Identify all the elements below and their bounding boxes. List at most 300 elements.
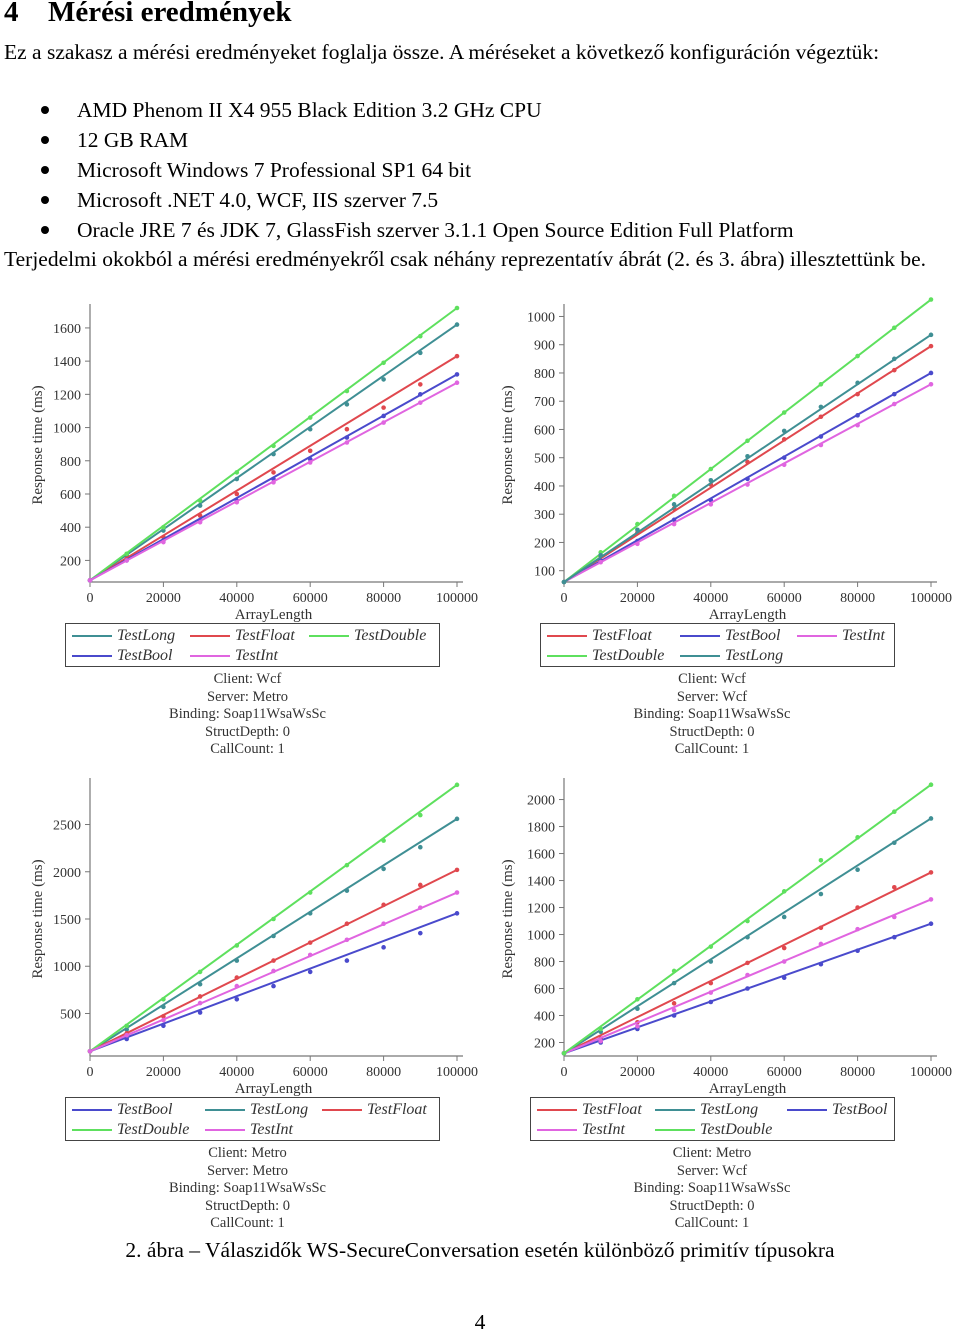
data-point-testlong (745, 935, 750, 940)
data-point-testint (929, 897, 934, 902)
x-tick-label: 20000 (619, 591, 655, 606)
legend-label: TestDouble (354, 627, 427, 644)
legend-swatch (205, 1129, 245, 1131)
data-point-testfloat (345, 427, 350, 432)
y-tick-label: 300 (534, 508, 555, 524)
figure-caption: 2. ábra – Válaszidők WS-SecureConversation esetén különböző primitív típusokra (125, 1238, 835, 1262)
data-point-testdouble (271, 444, 276, 449)
data-point-testint (855, 423, 860, 428)
chart-wcf-metro (0, 300, 480, 770)
data-point-testbool (381, 414, 386, 419)
x-tick-label: 20000 (619, 1065, 655, 1080)
data-point-testfloat (308, 449, 313, 454)
data-point-testlong (381, 377, 386, 382)
data-point-testdouble (455, 306, 460, 311)
data-point-testint (88, 1049, 93, 1054)
y-tick-label: 1400 (527, 874, 555, 890)
data-point-testint (819, 443, 824, 448)
y-tick-label: 600 (534, 423, 555, 439)
data-point-testfloat (308, 940, 313, 945)
data-point-testdouble (235, 470, 240, 475)
data-point-testbool (929, 371, 934, 376)
y-tick-label: 2500 (53, 818, 81, 834)
data-point-testint (709, 990, 714, 995)
data-point-testint (929, 382, 934, 387)
legend-swatch (547, 635, 587, 637)
data-point-testdouble (855, 354, 860, 359)
y-tick-label: 1000 (527, 928, 555, 944)
chart-config-info (622, 1145, 802, 1233)
data-point-testdouble (161, 997, 166, 1002)
data-point-testfloat (782, 946, 787, 951)
data-point-testlong (929, 816, 934, 821)
data-point-testdouble (672, 969, 677, 974)
legend-item-testfloat (190, 626, 295, 646)
config-info-line: CallCount: 1 (674, 741, 750, 757)
data-point-testlong (709, 478, 714, 483)
legend-label: TestInt (582, 1121, 625, 1138)
legend-label: TestDouble (700, 1121, 773, 1138)
data-point-testlong (635, 527, 640, 532)
data-point-testdouble (418, 813, 423, 818)
y-tick-label: 1200 (53, 388, 81, 404)
legend-item-testlong (205, 1100, 308, 1120)
data-point-testint (672, 1008, 677, 1013)
data-point-testlong (855, 381, 860, 386)
y-tick-label: 1400 (53, 355, 81, 371)
data-point-testbool (345, 958, 350, 963)
legend-label: TestInt (235, 647, 278, 664)
data-point-testint (381, 420, 386, 425)
x-tick-label: 100000 (436, 1065, 478, 1080)
y-tick-label: 800 (534, 955, 555, 971)
data-point-testlong (745, 454, 750, 459)
data-point-testfloat (782, 437, 787, 442)
data-point-testint (418, 400, 423, 405)
legend-item-testint (205, 1120, 293, 1140)
data-point-testbool (235, 997, 240, 1002)
data-point-testint (198, 520, 203, 525)
data-point-testdouble (745, 438, 750, 443)
data-point-testdouble (745, 919, 750, 924)
x-tick-label: 80000 (840, 1065, 876, 1080)
data-point-testbool (892, 392, 897, 397)
data-point-testbool (308, 970, 313, 975)
y-tick-label: 800 (60, 454, 81, 470)
y-tick-label: 1500 (53, 913, 81, 928)
data-point-testlong (672, 502, 677, 507)
data-point-testfloat (235, 975, 240, 980)
data-point-testlong (709, 959, 714, 964)
data-point-testdouble (562, 1051, 567, 1056)
config-item: Microsoft Windows 7 Professional SP1 64 bit (0, 155, 794, 185)
legend-item-testint (797, 626, 885, 646)
legend-swatch (547, 655, 587, 657)
data-point-testlong (598, 553, 603, 558)
legend-label: TestBool (117, 1101, 173, 1118)
y-tick-label: 400 (534, 1009, 555, 1025)
y-tick-label: 600 (60, 487, 81, 503)
legend-item-testint (537, 1120, 625, 1140)
data-point-testint (235, 500, 240, 505)
data-point-testbool (929, 921, 934, 926)
legend-swatch (72, 635, 112, 637)
legend-label: TestLong (117, 627, 176, 644)
config-info-line: CallCount: 1 (210, 741, 285, 757)
data-point-testlong (819, 892, 824, 897)
y-tick-label: 1600 (527, 847, 555, 863)
legend-swatch (680, 655, 720, 657)
legend-item-testfloat (537, 1100, 642, 1120)
legend-item-testdouble (72, 1120, 189, 1140)
legend-label: TestFloat (592, 627, 652, 644)
data-point-testint (381, 921, 386, 926)
bullet-icon (41, 226, 49, 234)
data-point-testlong (381, 867, 386, 872)
data-point-testlong (635, 1006, 640, 1011)
legend-swatch (190, 635, 230, 637)
legend-label: TestFloat (582, 1101, 642, 1118)
x-tick-label: 60000 (766, 591, 802, 606)
chart-legend (65, 623, 440, 667)
data-point-testlong (455, 817, 460, 822)
x-axis-label: ArrayLength (234, 1081, 313, 1097)
x-tick-label: 0 (560, 1065, 568, 1080)
data-point-testint (161, 1018, 166, 1023)
config-info-line: Client: Wcf (678, 671, 746, 687)
chart-config-info (160, 1145, 335, 1233)
config-info-line: CallCount: 1 (210, 1215, 285, 1231)
x-tick-label: 80000 (366, 591, 402, 606)
series-line-testfloat (90, 356, 457, 580)
config-info-line: Server: Wcf (676, 688, 748, 705)
data-point-testlong (672, 981, 677, 986)
data-point-testlong (345, 402, 350, 407)
data-point-testint (124, 558, 129, 563)
data-point-testint (782, 959, 787, 964)
data-point-testbool (198, 1010, 203, 1015)
x-tick-label: 60000 (292, 1065, 328, 1080)
x-axis-label: ArrayLength (234, 607, 313, 623)
legend-item-testint (190, 646, 278, 666)
legend-label: TestInt (250, 1121, 293, 1138)
data-point-testint (782, 462, 787, 467)
data-point-testfloat (198, 994, 203, 999)
data-point-testbool (709, 1000, 714, 1005)
chart-metro-wcf (474, 774, 954, 1244)
x-tick-label: 40000 (693, 1065, 729, 1080)
legend-label: TestBool (725, 627, 781, 644)
y-tick-label: 1000 (53, 421, 81, 437)
legend-swatch (537, 1129, 577, 1131)
data-point-testint (308, 460, 313, 465)
data-point-testdouble (598, 1027, 603, 1032)
data-point-testdouble (782, 410, 787, 415)
data-point-testlong (418, 845, 423, 850)
x-tick-label: 60000 (766, 1065, 802, 1080)
data-point-testint (635, 1024, 640, 1029)
data-point-testfloat (819, 414, 824, 419)
y-tick-label: 200 (60, 554, 81, 570)
data-point-testdouble (345, 863, 350, 868)
config-info-line: Server: Metro (207, 1162, 288, 1179)
data-point-testdouble (124, 1023, 129, 1028)
data-point-testbool (271, 984, 276, 989)
data-point-testlong (271, 934, 276, 939)
data-point-testint (455, 890, 460, 895)
data-point-testdouble (198, 970, 203, 975)
data-point-testfloat (929, 344, 934, 349)
bullet-icon (41, 106, 49, 114)
data-point-testdouble (709, 944, 714, 949)
data-point-testint (455, 380, 460, 385)
legend-swatch (322, 1109, 362, 1111)
data-point-testlong (161, 1005, 166, 1010)
legend-swatch (537, 1109, 577, 1111)
data-point-testfloat (892, 368, 897, 373)
data-point-testint (819, 942, 824, 947)
data-point-testdouble (709, 467, 714, 472)
data-point-testbool (455, 911, 460, 916)
data-point-testdouble (892, 325, 897, 330)
x-tick-label: 80000 (366, 1065, 402, 1080)
data-point-testint (88, 578, 93, 583)
config-info-line: Client: Metro (672, 1145, 752, 1161)
chart-legend (65, 1097, 440, 1141)
data-point-testint (892, 915, 897, 920)
legend-label: TestBool (117, 647, 173, 664)
config-info-line: Server: Wcf (676, 1162, 748, 1179)
data-point-testint (418, 905, 423, 910)
legend-item-testbool (787, 1100, 887, 1120)
data-point-testdouble (819, 382, 824, 387)
x-tick-label: 20000 (145, 1065, 181, 1080)
data-point-testbool (455, 372, 460, 377)
data-point-testbool (745, 477, 750, 482)
config-info-line: Server: Metro (207, 688, 288, 705)
y-tick-label: 800 (534, 366, 555, 382)
data-point-testdouble (124, 551, 129, 556)
legend-label: TestDouble (592, 647, 665, 664)
legend-swatch (205, 1109, 245, 1111)
legend-item-testbool (680, 626, 780, 646)
data-point-testfloat (345, 921, 350, 926)
data-point-testint (709, 502, 714, 507)
data-point-testfloat (271, 958, 276, 963)
data-point-testdouble (855, 835, 860, 840)
chart-metro-metro (0, 774, 480, 1244)
data-point-testlong (418, 351, 423, 356)
config-item: Microsoft .NET 4.0, WCF, IIS szerver 7.5 (0, 185, 794, 215)
config-item: 12 GB RAM (0, 125, 794, 155)
data-point-testlong (235, 477, 240, 482)
x-tick-label: 60000 (292, 591, 328, 606)
data-point-testbool (745, 986, 750, 991)
data-point-testfloat (855, 905, 860, 910)
x-tick-label: 100000 (910, 591, 952, 606)
config-item: AMD Phenom II X4 955 Black Edition 3.2 GHz CPU (0, 95, 794, 125)
legend-item-testlong (72, 626, 175, 646)
data-point-testlong (345, 888, 350, 893)
data-point-testfloat (855, 392, 860, 397)
y-tick-label: 700 (534, 395, 555, 411)
data-point-testdouble (271, 917, 276, 922)
legend-item-testlong (655, 1100, 758, 1120)
x-tick-label: 0 (560, 591, 568, 606)
x-tick-label: 0 (86, 1065, 94, 1080)
chart-wcf-wcf (474, 300, 954, 770)
y-tick-label: 400 (60, 521, 81, 537)
legend-swatch (190, 655, 230, 657)
data-point-testdouble (929, 782, 934, 787)
data-point-testdouble (672, 494, 677, 499)
data-point-testfloat (418, 382, 423, 387)
chart-legend (530, 1097, 895, 1141)
legend-label: TestBool (832, 1101, 888, 1118)
data-point-testfloat (892, 885, 897, 890)
x-tick-label: 100000 (436, 591, 478, 606)
data-point-testfloat (381, 903, 386, 908)
legend-item-testbool (72, 646, 172, 666)
data-point-testint (745, 482, 750, 487)
data-point-testfloat (455, 868, 460, 873)
y-tick-label: 500 (534, 451, 555, 467)
intro-paragraph: Ez a szakasz a mérési eredményeket foglalja össze. A méréseket a következő konfiguráción végeztük: (4, 40, 880, 64)
data-point-testlong (235, 958, 240, 963)
legend-label: TestLong (725, 647, 784, 664)
chart-legend (540, 623, 895, 667)
data-point-testint (892, 402, 897, 407)
y-tick-label: 1800 (527, 820, 555, 836)
data-point-testint (198, 1001, 203, 1006)
data-point-testfloat (455, 354, 460, 359)
config-info-line: Binding: Soap11WsaWsSc (169, 706, 326, 722)
chart-config-info (622, 671, 802, 759)
data-point-testint (598, 560, 603, 565)
y-tick-label: 200 (534, 536, 555, 552)
config-info-line: StructDepth: 0 (669, 1197, 755, 1214)
legend-swatch (72, 1129, 112, 1131)
data-point-testdouble (345, 389, 350, 394)
data-point-testint (235, 984, 240, 989)
legend-swatch (655, 1109, 695, 1111)
data-point-testlong (562, 580, 567, 585)
chart-config-info (160, 671, 335, 759)
config-info-line: CallCount: 1 (674, 1215, 750, 1231)
data-point-testdouble (782, 889, 787, 894)
data-point-testdouble (819, 858, 824, 863)
section-title: Mérési eredmények (48, 0, 292, 28)
data-point-testlong (308, 911, 313, 916)
data-point-testint (271, 480, 276, 485)
data-point-testlong (198, 503, 203, 508)
legend-swatch (72, 655, 112, 657)
bullet-icon (41, 166, 49, 174)
data-point-testint (635, 542, 640, 547)
y-axis-label: Response time (ms) (500, 859, 516, 979)
data-point-testbool (855, 948, 860, 953)
legend-label: TestInt (842, 627, 885, 644)
data-point-testfloat (381, 405, 386, 410)
legend-swatch (655, 1129, 695, 1131)
data-point-testfloat (819, 925, 824, 930)
legend-swatch (787, 1109, 827, 1111)
data-point-testlong (782, 429, 787, 434)
y-tick-label: 2000 (53, 865, 81, 881)
data-point-testlong (308, 427, 313, 432)
x-axis-label: ArrayLength (708, 607, 787, 623)
config-info-line: StructDepth: 0 (205, 723, 290, 740)
config-info-line: Client: Metro (208, 1145, 287, 1161)
data-point-testint (345, 937, 350, 942)
y-tick-label: 400 (534, 479, 555, 495)
bullet-icon (41, 196, 49, 204)
bullet-icon (41, 136, 49, 144)
data-point-testlong (819, 405, 824, 410)
legend-label: TestFloat (235, 627, 295, 644)
data-point-testbool (855, 413, 860, 418)
x-tick-label: 0 (86, 591, 94, 606)
config-info-line: StructDepth: 0 (205, 1197, 290, 1214)
y-tick-label: 500 (60, 1007, 81, 1023)
legend-item-testdouble (547, 646, 664, 666)
data-point-testlong (198, 982, 203, 987)
legend-swatch (309, 635, 349, 637)
y-axis-label: Response time (ms) (30, 385, 46, 505)
data-point-testdouble (635, 997, 640, 1002)
x-tick-label: 40000 (219, 1065, 255, 1080)
y-tick-label: 1000 (527, 310, 555, 326)
data-point-testbool (161, 1023, 166, 1028)
data-point-testbool (892, 935, 897, 940)
legend-label: TestLong (700, 1101, 759, 1118)
x-axis-label: ArrayLength (708, 1081, 787, 1097)
config-item: Oracle JRE 7 és JDK 7, GlassFish szerver 3.1.1 Open Source Edition Full Platform (0, 215, 794, 245)
data-point-testfloat (929, 870, 934, 875)
legend-label: TestLong (250, 1101, 309, 1118)
data-point-testlong (892, 357, 897, 362)
legend-item-testlong (680, 646, 783, 666)
data-point-testbool (672, 1013, 677, 1018)
data-point-testfloat (672, 1001, 677, 1006)
section-heading (4, 0, 291, 29)
data-point-testint (271, 969, 276, 974)
data-point-testdouble (308, 890, 313, 895)
data-point-testlong (929, 333, 934, 338)
data-point-testfloat (745, 961, 750, 966)
legend-item-testbool (72, 1100, 172, 1120)
data-point-testint (672, 522, 677, 527)
data-point-testint (855, 927, 860, 932)
y-tick-label: 100 (534, 564, 555, 580)
config-info-line: Binding: Soap11WsaWsSc (169, 1180, 326, 1196)
legend-item-testdouble (655, 1120, 772, 1140)
data-point-testfloat (271, 470, 276, 475)
config-info-line: Binding: Soap11WsaWsSc (633, 1180, 791, 1196)
y-axis-label: Response time (ms) (500, 385, 516, 505)
legend-swatch (72, 1109, 112, 1111)
section-number: 4 (4, 0, 19, 28)
data-point-testdouble (929, 297, 934, 302)
data-point-testbool (418, 931, 423, 936)
data-point-testdouble (381, 361, 386, 366)
outro-paragraph: Terjedelmi okokból a mérési eredményekről csak néhány reprezentatív ábrát (2. és 3. ábra) illesztettünk be. (4, 247, 927, 271)
data-point-testdouble (198, 498, 203, 503)
config-info-line: StructDepth: 0 (669, 723, 755, 740)
y-tick-label: 2000 (527, 793, 555, 809)
data-point-testbool (782, 455, 787, 460)
y-tick-label: 600 (534, 982, 555, 998)
